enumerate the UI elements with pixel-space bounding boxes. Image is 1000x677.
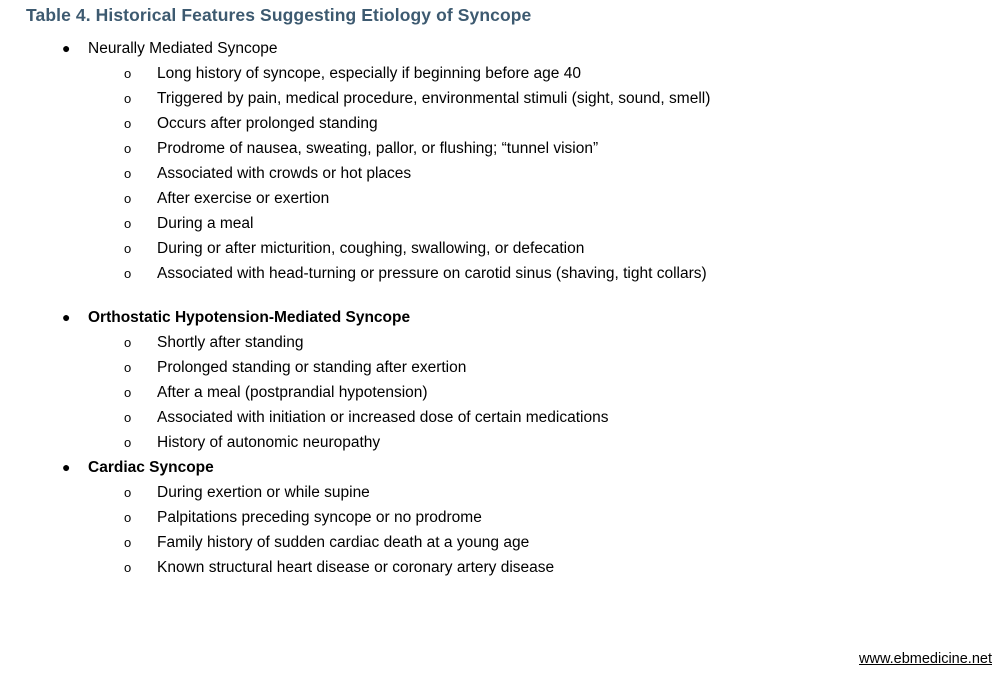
outline-item bbox=[0, 236, 1000, 261]
outline-item-label: Shortly after standing bbox=[157, 334, 304, 351]
hollow-bullet-icon: o bbox=[124, 410, 132, 425]
outline-item-label: During a meal bbox=[157, 215, 254, 232]
outline-item-label: During or after micturition, coughing, swallowing, or defecation bbox=[157, 240, 585, 257]
outline-item-label: Family history of sudden cardiac death at a young age bbox=[157, 534, 530, 551]
section-heading-row bbox=[0, 36, 1000, 61]
outline-item bbox=[0, 211, 1000, 236]
outline-item-label: Prolonged standing or standing after exertion bbox=[157, 359, 467, 376]
outline-item-label: Palpitations preceding syncope or no prodrome bbox=[157, 509, 482, 526]
section-heading-label: Orthostatic Hypotension-Mediated Syncope bbox=[88, 309, 411, 326]
hollow-bullet-icon: o bbox=[124, 91, 132, 106]
hollow-bullet-icon: o bbox=[124, 485, 132, 500]
outline-item bbox=[0, 530, 1000, 555]
hollow-bullet-icon: o bbox=[124, 216, 132, 231]
outline-item bbox=[0, 261, 1000, 286]
outline-item bbox=[0, 405, 1000, 430]
outline-item bbox=[0, 555, 1000, 580]
hollow-bullet-icon: o bbox=[124, 335, 132, 350]
section-heading-row bbox=[0, 455, 1000, 480]
section-heading-label: Cardiac Syncope bbox=[88, 459, 214, 476]
outline-list bbox=[0, 36, 1000, 580]
outline-item bbox=[0, 161, 1000, 186]
outline-item bbox=[0, 61, 1000, 86]
outline-item bbox=[0, 136, 1000, 161]
outline-item-label: After a meal (postprandial hypotension) bbox=[157, 384, 428, 401]
outline-item-label: Known structural heart disease or coronary artery disease bbox=[157, 559, 555, 576]
outline-section bbox=[0, 455, 1000, 580]
hollow-bullet-icon: o bbox=[124, 141, 132, 156]
footer-url[interactable]: www.ebmedicine.net bbox=[859, 651, 992, 667]
hollow-bullet-icon: o bbox=[124, 166, 132, 181]
hollow-bullet-icon: o bbox=[124, 535, 132, 550]
hollow-bullet-icon: o bbox=[124, 266, 132, 281]
section-heading-label: Neurally Mediated Syncope bbox=[88, 40, 278, 57]
outline-item-label: During exertion or while supine bbox=[157, 484, 370, 501]
outline-item-label: Occurs after prolonged standing bbox=[157, 115, 378, 132]
outline-item-label: Long history of syncope, especially if beginning before age 40 bbox=[157, 65, 581, 82]
outline-item bbox=[0, 355, 1000, 380]
outline-item-label: Triggered by pain, medical procedure, environmental stimuli (sight, sound, smell) bbox=[157, 90, 711, 107]
outline-item-label: After exercise or exertion bbox=[157, 190, 330, 207]
hollow-bullet-icon: o bbox=[124, 560, 132, 575]
filled-bullet-icon: ● bbox=[62, 40, 71, 56]
outline-section bbox=[0, 305, 1000, 455]
outline-item bbox=[0, 186, 1000, 211]
page-title: Table 4. Historical Features Suggesting Etiology of Syncope bbox=[26, 5, 532, 25]
filled-bullet-icon: ● bbox=[62, 309, 71, 325]
hollow-bullet-icon: o bbox=[124, 66, 132, 81]
filled-bullet-icon: ● bbox=[62, 459, 71, 475]
hollow-bullet-icon: o bbox=[124, 241, 132, 256]
outline-item-label: Associated with crowds or hot places bbox=[157, 165, 412, 182]
hollow-bullet-icon: o bbox=[124, 510, 132, 525]
outline-section bbox=[0, 36, 1000, 286]
outline-item bbox=[0, 380, 1000, 405]
hollow-bullet-icon: o bbox=[124, 435, 132, 450]
outline-item bbox=[0, 480, 1000, 505]
section-heading-row bbox=[0, 305, 1000, 330]
outline-item bbox=[0, 505, 1000, 530]
outline-item bbox=[0, 111, 1000, 136]
hollow-bullet-icon: o bbox=[124, 116, 132, 131]
hollow-bullet-icon: o bbox=[124, 360, 132, 375]
outline-item bbox=[0, 430, 1000, 455]
hollow-bullet-icon: o bbox=[124, 385, 132, 400]
outline-item-label: Prodrome of nausea, sweating, pallor, or flushing; “tunnel vision” bbox=[157, 140, 599, 157]
outline-item-label: History of autonomic neuropathy bbox=[157, 434, 381, 451]
hollow-bullet-icon: o bbox=[124, 191, 132, 206]
outline-item bbox=[0, 330, 1000, 355]
outline-item bbox=[0, 86, 1000, 111]
outline-item-label: Associated with head-turning or pressure on carotid sinus (shaving, tight collars) bbox=[157, 265, 707, 282]
outline-item-label: Associated with initiation or increased dose of certain medications bbox=[157, 409, 609, 426]
